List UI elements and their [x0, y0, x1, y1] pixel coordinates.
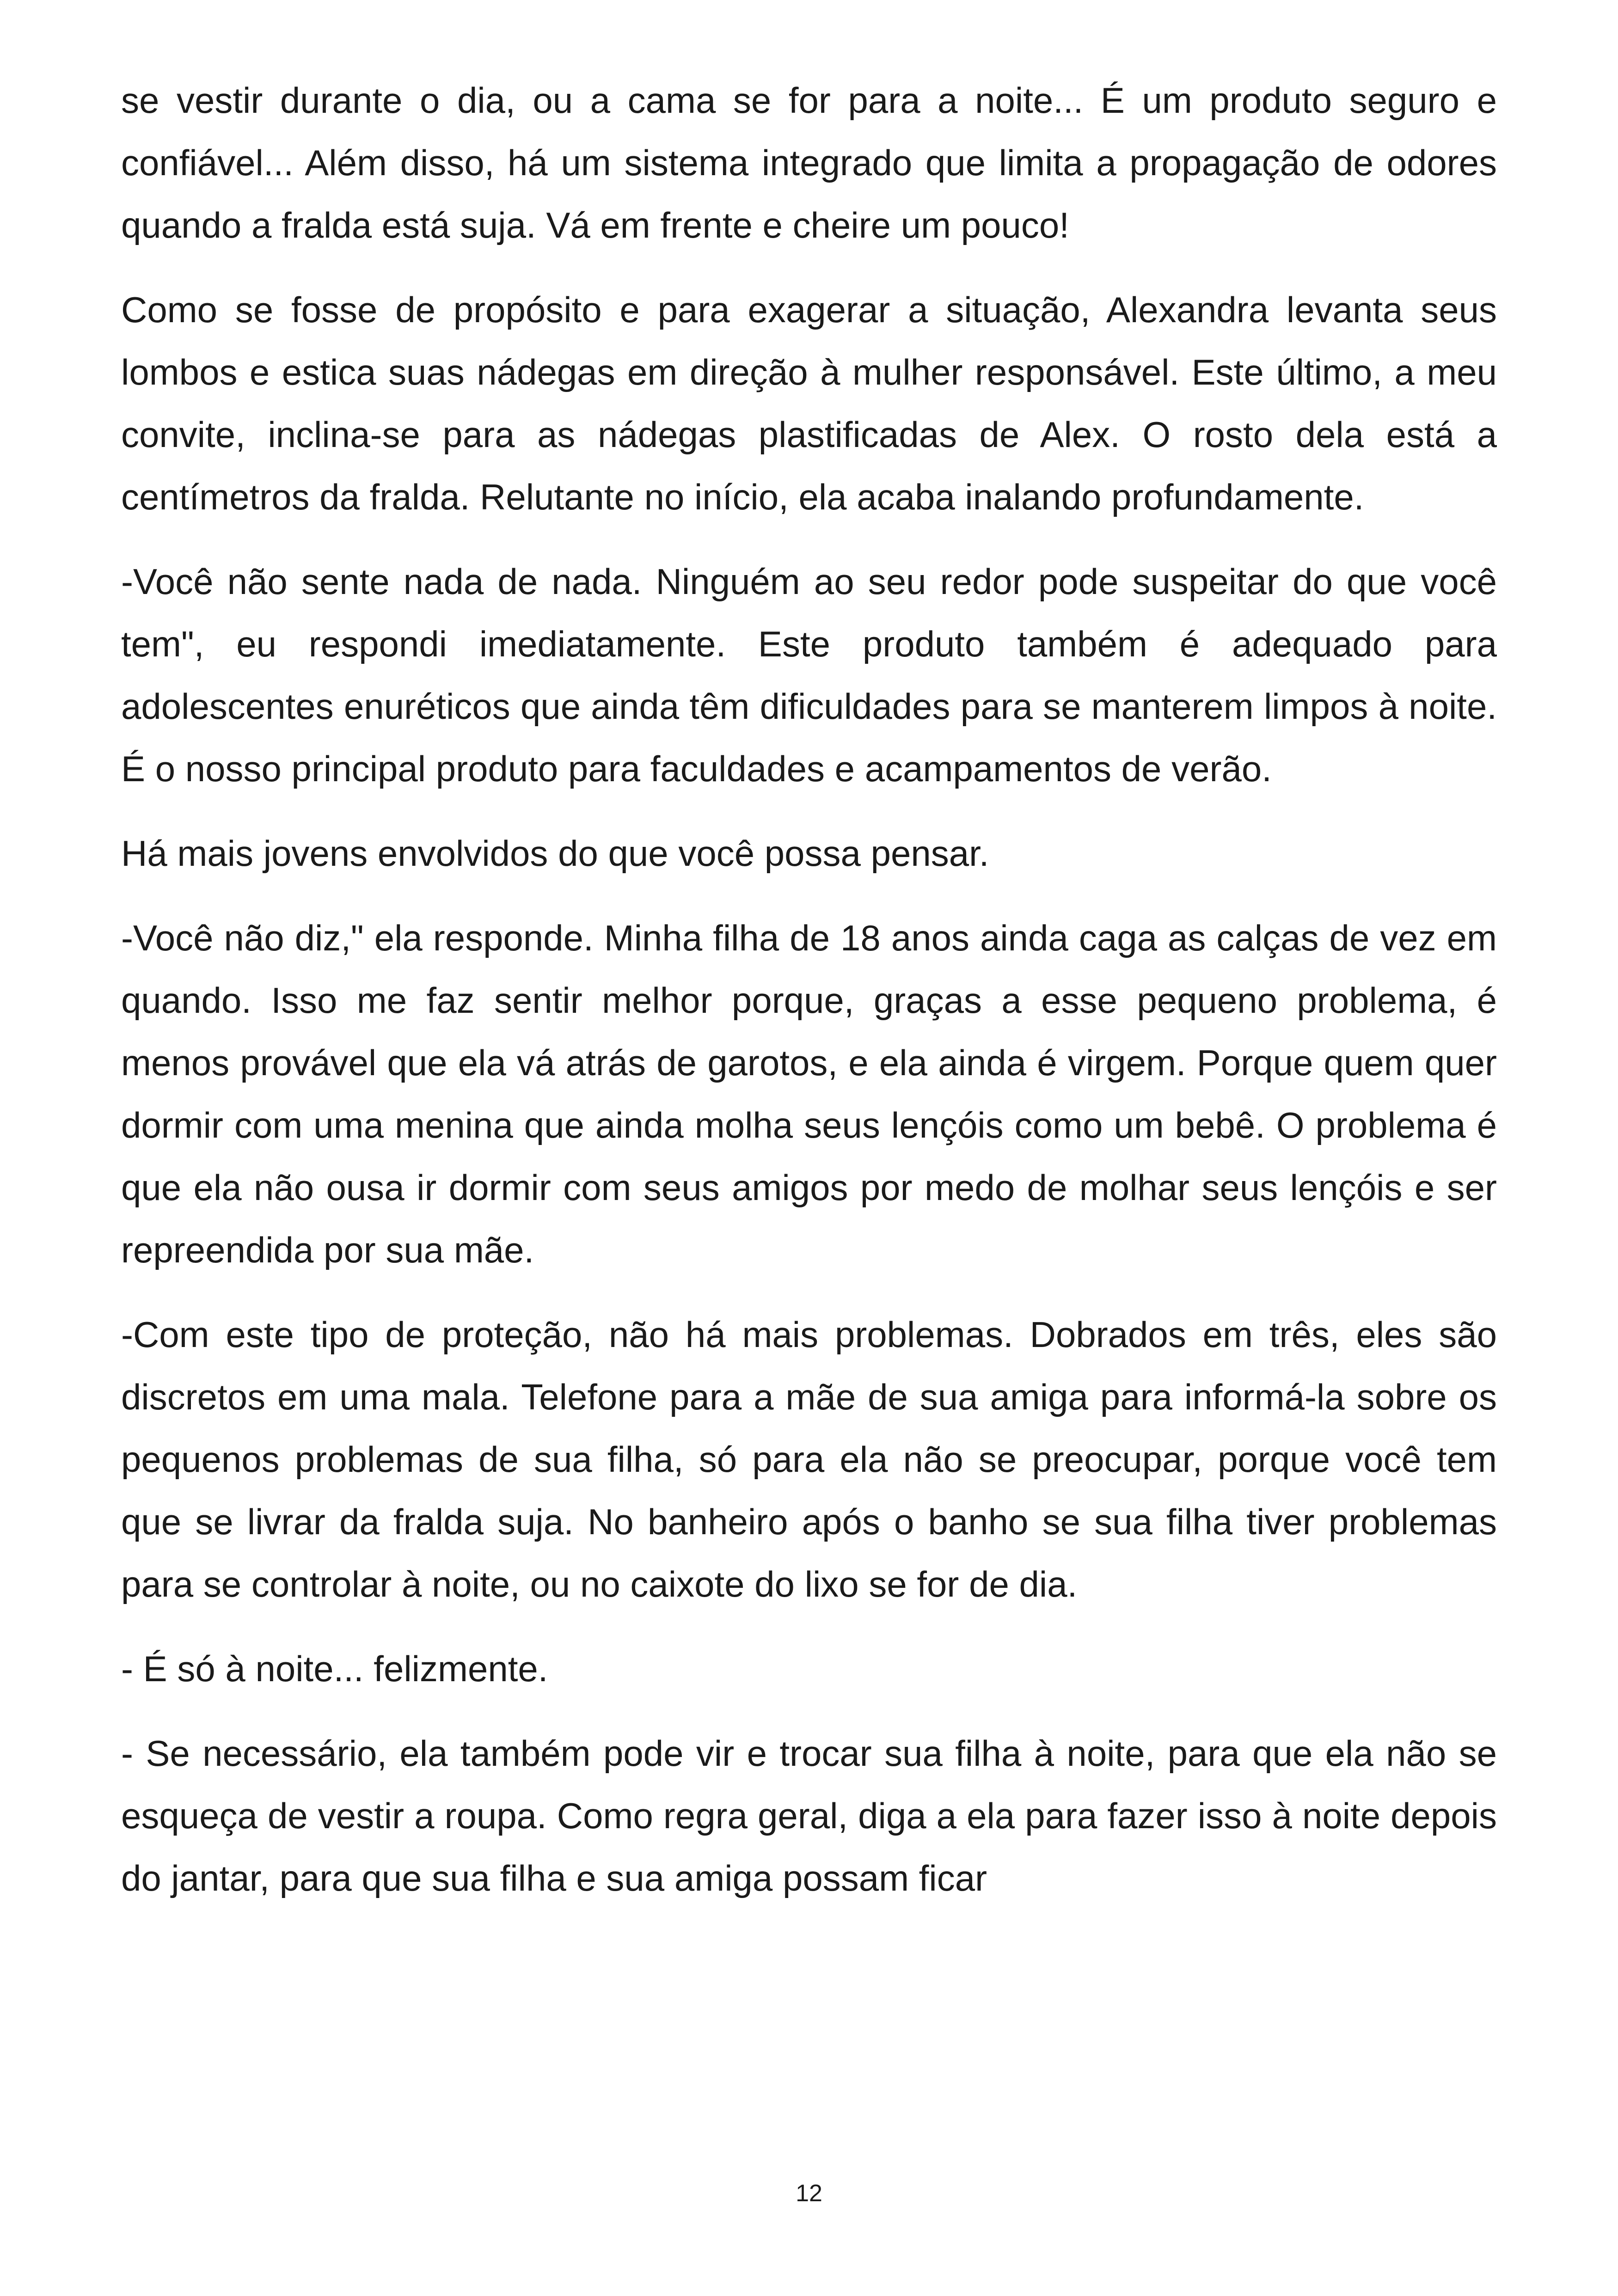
paragraph-4: Há mais jovens envolvidos do que você possa pensar. [121, 833, 989, 874]
text-body [121, 69, 1497, 1932]
paragraph-1: se vestir durante o dia, ou a cama se for para a noite... É um produto seguro e confiável... Além disso, há um sistema integrado que limita a propagação de odores quando a fralda está suja. Vá em frente e cheire um pouco! [121, 80, 1497, 245]
page-number: 12 [796, 2180, 822, 2207]
paragraph-8: - Se necessário, ela também pode vir e trocar sua filha à noite, para que ela não se esqueça de vestir a roupa. Como regra geral, diga a ela para fazer isso à noite depois do jantar, para que sua filha e sua amiga possam ficar [121, 1733, 1497, 1898]
paragraph-3: -Você não sente nada de nada. Ninguém ao seu redor pode suspeitar do que você tem", eu respondi imediatamente. Este produto também é adequado para adolescentes enuréticos que ainda têm dificuldades para se manterem limpos à noite. É o nosso principal produto para faculdades e acampamentos de verão. [121, 561, 1497, 789]
paragraph-7: - É só à noite... felizmente. [121, 1648, 548, 1689]
paragraph-2: Como se fosse de propósito e para exagerar a situação, Alexandra levanta seus lombos e estica suas nádegas em direção à mulher responsável. Este último, a meu convite, inclina-se para as nádegas plastificadas de Alex. O rosto dela está a centímetros da fralda. Relutante no início, ela acaba inalando profundamente. [121, 289, 1497, 517]
paragraph-5: -Você não diz," ela responde. Minha filha de 18 anos ainda caga as calças de vez em quando. Isso me faz sentir melhor porque, graças a esse pequeno problema, é menos provável que ela vá atrás de garotos, e ela ainda é virgem. Porque quem quer dormir com uma menina que ainda molha seus lençóis como um bebê. O problema é que ela não ousa ir dormir com seus amigos por medo de molhar seus lençóis e ser repreendida por sua mãe. [121, 918, 1497, 1270]
paragraph-6: -Com este tipo de proteção, não há mais problemas. Dobrados em três, eles são discretos em uma mala. Telefone para a mãe de sua amiga para informá-la sobre os pequenos problemas de sua filha, só para ela não se preocupar, porque você tem que se livrar da fralda suja. No banheiro após o banho se sua filha tiver problemas para se controlar à noite, ou no caixote do lixo se for de dia. [121, 1314, 1497, 1604]
